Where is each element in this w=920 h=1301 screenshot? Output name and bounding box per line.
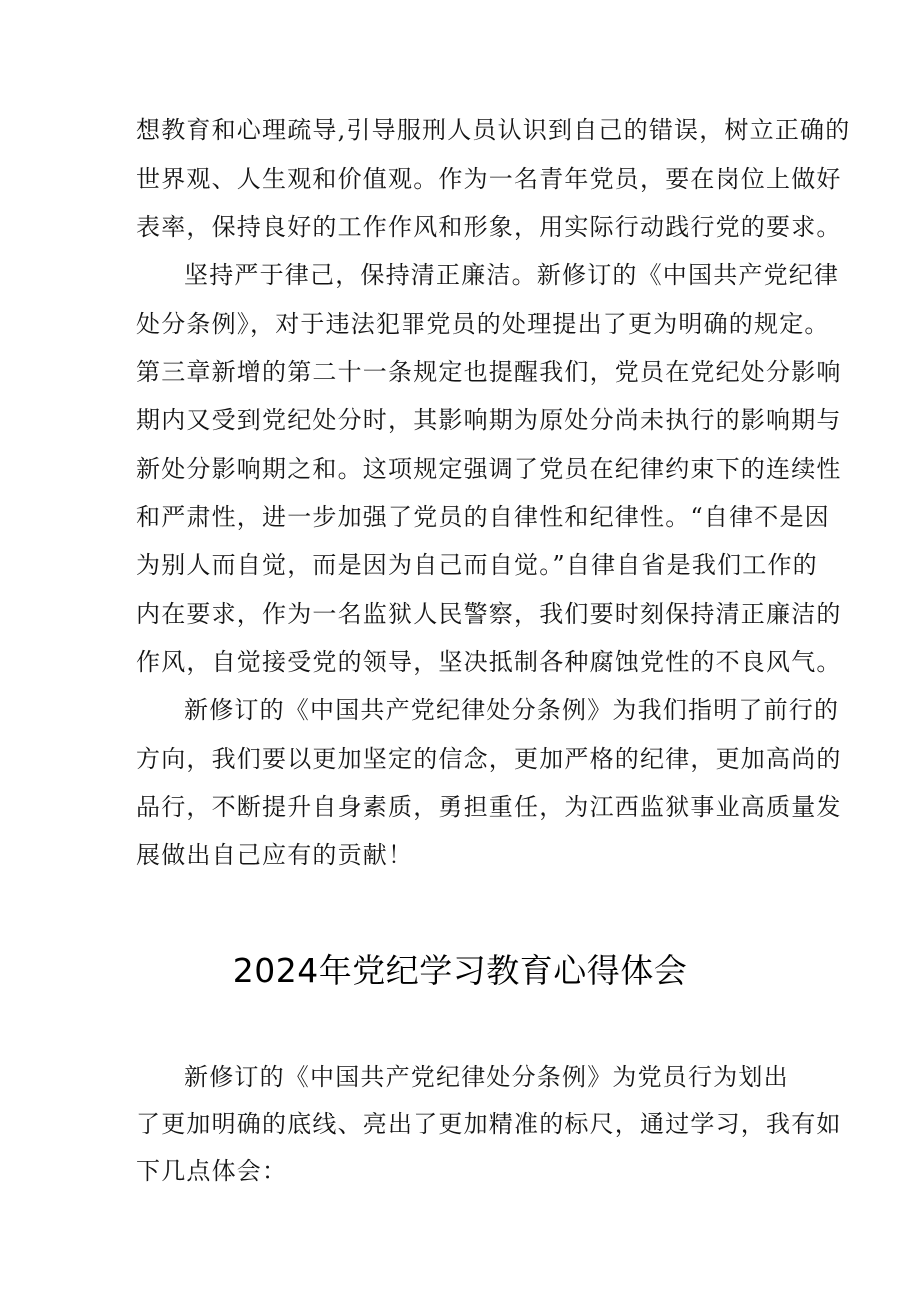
paragraph-line: 世界观、人生观和价值观。作为一名青年党员，要在岗位上做好	[136, 165, 842, 193]
paragraph-line: 坚持严于律己，保持清正廉洁。新修订的《中国共产党纪律	[184, 261, 840, 289]
paragraph-line: 处分条例》，对于违法犯罪党员的处理提出了更为明确的规定。	[136, 310, 830, 338]
paragraph-line: 内在要求，作为一名监狱人民警察，我们要时刻保持清正廉洁的	[136, 600, 842, 628]
paragraph-line: 第三章新增的第二十一条规定也提醒我们，党员在党纪处分影响	[136, 358, 842, 386]
paragraph-line: 新修订的《中国共产党纪律处分条例》为我们指明了前行的	[184, 696, 840, 724]
paragraph-line: 方向，我们要以更加坚定的信念，更加严格的纪律，更加高尚的	[136, 745, 842, 773]
paragraph-line: 新修订的《中国共产党纪律处分条例》为党员行为划出	[184, 1063, 789, 1091]
paragraph-line: 展做出自己应有的贡献！	[136, 841, 414, 869]
paragraph-line: 作风，自觉接受党的领导，坚决抵制各种腐蚀党性的不良风气。	[136, 648, 842, 676]
paragraph-line: 和严肃性，进一步加强了党员的自律性和纪律性。“自律不是因	[136, 503, 830, 531]
paragraph-line: 新处分影响期之和。这项规定强调了党员在纪律约束下的连续性	[136, 455, 842, 483]
paragraph-line: 想教育和心理疏导,引导服刑人员认识到自己的错误，树立正确的	[136, 116, 851, 144]
paragraph-line: 品行，不断提升自身素质，勇担重任，为江西监狱事业高质量发	[136, 793, 842, 821]
paragraph-line: 下几点体会：	[136, 1157, 288, 1185]
paragraph-line: 表率，保持良好的工作作风和形象，用实际行动践行党的要求。	[136, 213, 842, 241]
paragraph-line: 期内又受到党纪处分时，其影响期为原处分尚未执行的影响期与	[136, 406, 842, 434]
section-title: 2024年党纪学习教育心得体会	[232, 951, 688, 990]
paragraph-line: 了更加明确的底线、亮出了更加精准的标尺，通过学习，我有如	[136, 1110, 842, 1138]
paragraph-line: 为别人而自觉，而是因为自己而自觉。”自律自省是我们工作的	[136, 551, 818, 579]
